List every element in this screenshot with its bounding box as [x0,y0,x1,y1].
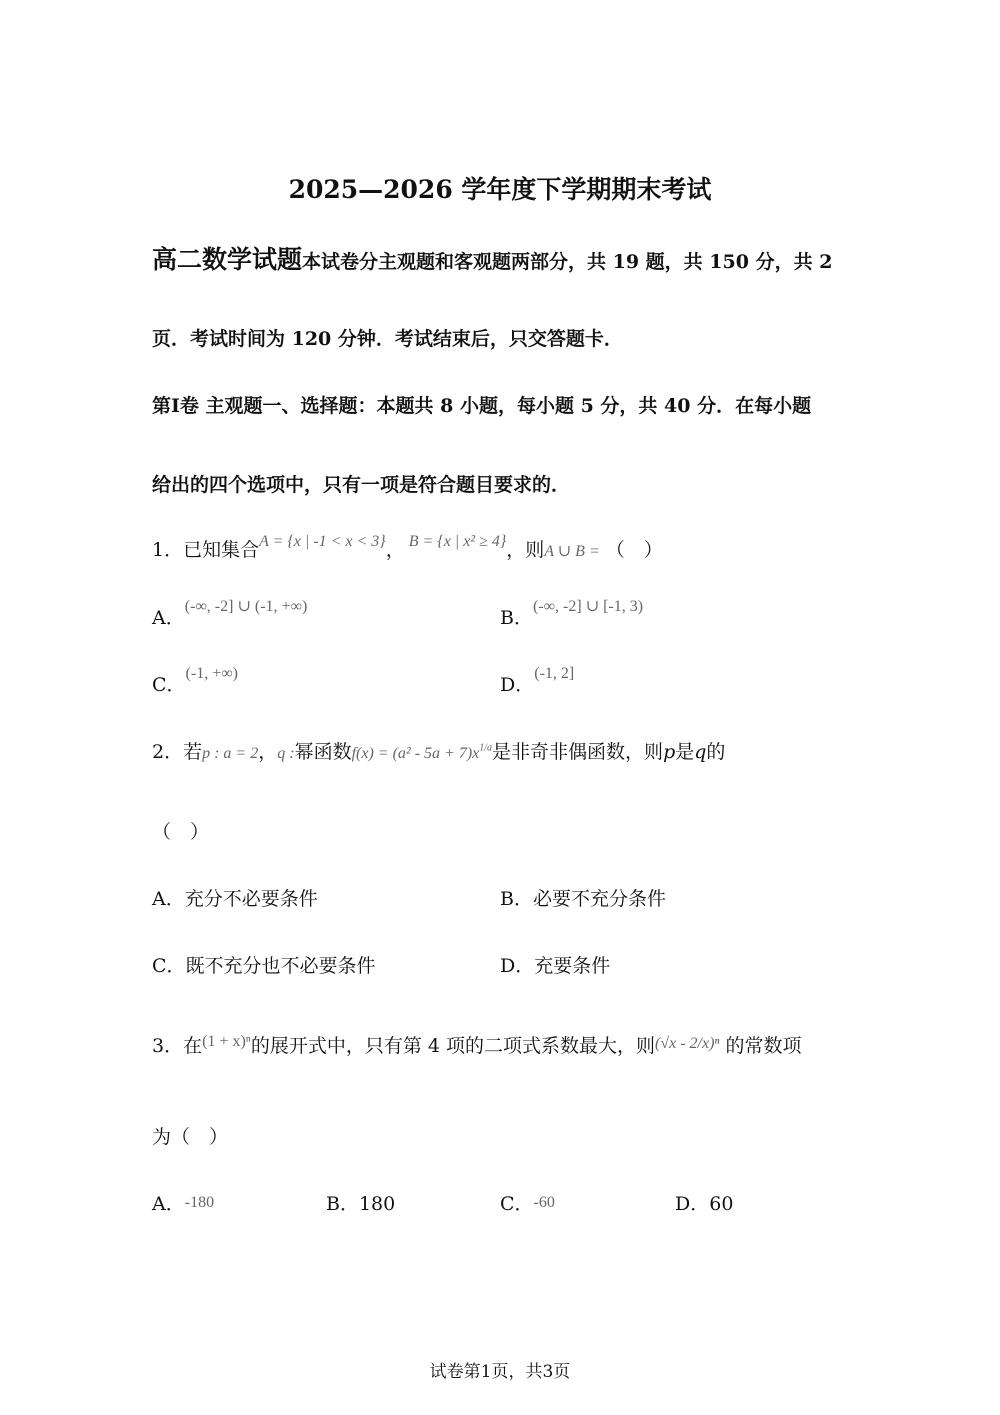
q3-option-d-label: D． [675,1193,710,1215]
page-footer: 试卷第1页，共3页 [429,1362,571,1382]
intro-text: 本试卷分主观题和客观题两部分，共 19 题，共 150 分，共 2 [302,251,833,273]
q2-of: 的 [706,741,726,763]
q2-condition-q: q : [277,745,295,762]
q2-var-q: q [694,741,707,763]
q3-option-d-text: 60 [709,1193,734,1215]
q2-condition-p: p : a = 2 [202,745,259,762]
q3-option-b-text: 180 [358,1193,396,1215]
q1-set-a: A = {x | -1 < x < 3} [259,533,386,550]
q1-option-c [152,665,238,697]
q2-var-p: p [663,741,676,763]
q3-stem-cont: 为（ ） [152,1126,229,1148]
q2-option-a-text: 充分不必要条件 [184,888,318,910]
q1-union: A ∪ B = [544,543,600,560]
intro-line-2: 页．考试时间为 120 分钟．考试结束后，只交答题卡． [152,328,623,350]
q3-desc: 的展开式中，只有第 4 项的二项式系数最大，则 [250,1035,655,1057]
exam-title: 2025—2026 学年度下学期期末考试 [288,175,712,204]
q2-answer-paren: （ ） [152,821,210,843]
q2-option-c [152,951,376,978]
q3-option-c [500,1189,555,1216]
q1-number-text: 1．已知集合 [152,539,260,561]
q3-option-d [675,1189,733,1216]
q1-option-a [152,598,308,630]
question-1-stem [152,535,663,562]
q2-option-d [500,951,610,978]
q3-option-a-math: -180 [184,1194,215,1211]
q2-option-c-label: C． [152,955,186,977]
q2-function: f(x) = (a² - 5a + 7)x [351,745,480,762]
q1-option-d [500,665,575,697]
q2-exponent: 1/a [479,742,493,754]
q3-expression: (√x - 2/x)ⁿ [654,1035,720,1052]
q2-number-text: 2．若 [152,741,203,763]
q1-option-a-math: (-∞, -2] ∪ (-1, +∞) [184,598,308,615]
q3-option-a [152,1189,214,1216]
q2-option-b [500,884,666,911]
q2-desc: 是非奇非偶函数，则 [492,741,664,763]
q2-option-a [152,884,318,911]
q1-option-b-label: B． [500,607,533,629]
q1-then: ，则 [506,539,545,561]
q3-option-b-label: B． [326,1193,359,1215]
question-3-stem [152,1031,801,1058]
q2-option-b-text: 必要不充分条件 [532,888,666,910]
q2-option-a-label: A． [152,888,185,910]
q1-option-b-math: (-∞, -2] ∪ [-1, 3) [532,598,644,615]
subject-title: 高二数学试题 [152,245,303,274]
q3-number-text: 3．在 [152,1035,203,1057]
q1-option-c-label: C． [152,674,186,696]
q3-const-term: 的常数项 [725,1035,802,1057]
q3-option-a-label: A． [152,1193,185,1215]
q1-option-a-label: A． [152,607,185,629]
q1-option-c-math: (-1, +∞) [185,665,238,682]
q2-is: 是 [675,741,695,763]
question-2-stem [152,737,725,764]
q1-paren: （ ） [605,539,663,561]
q2-option-d-text: 充要条件 [534,955,611,977]
q3-option-c-label: C． [500,1193,534,1215]
q3-binomial: (1 + x)ⁿ [202,1033,251,1050]
q3-option-c-math: -60 [533,1194,555,1211]
q1-option-b [500,598,644,630]
q1-sep: ， [385,539,405,561]
q2-option-b-label: B． [500,888,533,910]
q1-option-d-math: (-1, 2] [534,665,575,682]
section-heading-line-2: 给出的四个选项中，只有一项是符合题目要求的． [152,474,571,496]
q2-sep: ， [258,741,278,763]
q2-option-d-label: D． [500,955,535,977]
q2-power-fn-text: 幂函数 [294,741,352,763]
q3-option-b [326,1189,395,1216]
q1-set-b: B = {x | x² ≥ 4} [408,533,507,550]
q1-option-d-label: D． [500,674,535,696]
section-heading-line-1: 第Ⅰ卷 主观题一、选择题：本题共 8 小题，每小题 5 分，共 40 分．在每小题 [152,395,812,417]
q2-option-c-text: 既不充分也不必要条件 [185,955,376,977]
intro-line-1 [152,240,832,276]
